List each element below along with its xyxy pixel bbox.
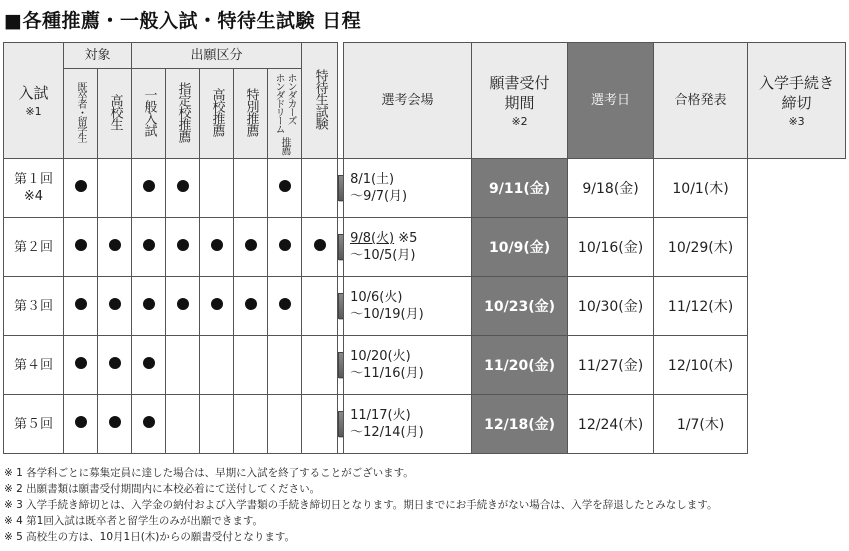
mark-cell-scholarship	[302, 218, 338, 277]
header-period: 願書受付期間 ※2	[472, 43, 568, 159]
table-row	[4, 336, 846, 395]
footnote-item: ※ 4 第1回入試は既卒者と留学生のみが出願できます。	[4, 515, 263, 527]
round-cell: 第４回	[4, 336, 64, 395]
circle-mark-icon	[143, 357, 155, 369]
period-cell: 9/8(火) ※5 ～10/5(月)	[344, 218, 472, 277]
header-deadline: 入学手続き締切 ※3	[748, 43, 846, 159]
circle-mark-icon	[75, 180, 87, 192]
header-venue: 選考会場	[344, 43, 472, 159]
circle-mark-icon	[279, 239, 291, 251]
venue-badge	[338, 293, 344, 319]
table-row	[4, 395, 846, 454]
circle-mark-icon	[314, 239, 326, 251]
mark-cell-hs-recommend	[200, 277, 234, 336]
deadline-cell: 10/1(木)	[654, 159, 748, 218]
mark-cell-general	[132, 395, 166, 454]
mark-cell-special	[234, 218, 268, 277]
header-target-graduate: 既卒者・留学生	[64, 69, 98, 159]
mark-cell-scholarship	[302, 277, 338, 336]
circle-mark-icon	[75, 416, 87, 428]
mark-cell-graduate	[64, 336, 98, 395]
circle-mark-icon	[177, 298, 189, 310]
mark-cell-scholarship	[302, 336, 338, 395]
circle-mark-icon	[211, 298, 223, 310]
mark-cell-highschool	[98, 336, 132, 395]
circle-mark-icon	[75, 239, 87, 251]
mark-cell-special	[234, 336, 268, 395]
deadline-cell: 12/10(木)	[654, 336, 748, 395]
mark-cell-designated	[166, 218, 200, 277]
mark-cell-honda	[268, 336, 302, 395]
mark-cell-general	[132, 336, 166, 395]
header-target-highschool: 高校生	[98, 69, 132, 159]
footnote-item: ※ 2 出願書類は願書受付期間内に本校必着にて送付してください。	[4, 483, 321, 495]
mark-cell-highschool	[98, 159, 132, 218]
mark-cell-graduate	[64, 218, 98, 277]
mark-cell-general	[132, 277, 166, 336]
header-scholarship: 特待生試験	[302, 43, 338, 159]
mark-cell-highschool	[98, 395, 132, 454]
mark-cell-hs-recommend	[200, 336, 234, 395]
mark-cell-special	[234, 395, 268, 454]
mark-cell-highschool	[98, 277, 132, 336]
result-cell: 9/18(金)	[568, 159, 654, 218]
period-cell: 10/20(火) ～11/16(月)	[344, 336, 472, 395]
circle-mark-icon	[143, 416, 155, 428]
mark-cell-honda	[268, 395, 302, 454]
mark-cell-hs-recommend	[200, 218, 234, 277]
round-cell: 第３回	[4, 277, 64, 336]
period-cell: 8/1(土) ～9/7(月)	[344, 159, 472, 218]
mark-cell-graduate	[64, 395, 98, 454]
schedule-table	[3, 42, 846, 454]
circle-mark-icon	[75, 298, 87, 310]
circle-mark-icon	[177, 180, 189, 192]
venue-badge	[338, 352, 344, 378]
table-row	[4, 277, 846, 336]
footnotes	[4, 465, 717, 545]
mark-cell-designated	[166, 159, 200, 218]
mark-cell-scholarship	[302, 395, 338, 454]
mark-cell-special	[234, 277, 268, 336]
header-result: 合格発表	[654, 43, 748, 159]
exam-day-cell: 10/9(金)	[472, 218, 568, 277]
round-cell: 第５回	[4, 395, 64, 454]
deadline-cell: 10/29(木)	[654, 218, 748, 277]
round-cell: 第１回 ※4	[4, 159, 64, 218]
exam-day-cell: 12/18(金)	[472, 395, 568, 454]
round-cell: 第２回	[4, 218, 64, 277]
mark-cell-scholarship	[302, 159, 338, 218]
mark-cell-graduate	[64, 159, 98, 218]
mark-cell-graduate	[64, 277, 98, 336]
header-exam: 入試 ※1	[4, 43, 64, 159]
footnote-item: ※ 5 高校生の方は、10月1日(木)からの願書受付となります。	[4, 531, 296, 543]
venue-badge	[338, 175, 344, 201]
page-title: ■各種推薦・一般入試・特待生試験 日程	[4, 10, 362, 32]
header-exam-day: 選考日	[568, 43, 654, 159]
mark-cell-honda	[268, 159, 302, 218]
table-row	[4, 159, 846, 218]
header-app-highschool: 高校推薦	[200, 69, 234, 159]
mark-cell-general	[132, 159, 166, 218]
venue-badge	[338, 234, 344, 260]
circle-mark-icon	[143, 180, 155, 192]
period-cell: 10/6(火) ～10/19(月)	[344, 277, 472, 336]
mark-cell-hs-recommend	[200, 159, 234, 218]
circle-mark-icon	[109, 298, 121, 310]
result-cell: 10/30(金)	[568, 277, 654, 336]
circle-mark-icon	[143, 239, 155, 251]
mark-cell-highschool	[98, 218, 132, 277]
circle-mark-icon	[109, 357, 121, 369]
circle-mark-icon	[177, 239, 189, 251]
mark-cell-designated	[166, 277, 200, 336]
footnote-item: ※ 1 各学科ごとに募集定員に達した場合は、早期に入試を終了することがございます。	[4, 467, 414, 479]
period-cell: 11/17(火) ～12/14(月)	[344, 395, 472, 454]
result-cell: 11/27(金)	[568, 336, 654, 395]
venue-badge	[338, 411, 344, 437]
header-app-general: 一般入試	[132, 69, 166, 159]
exam-day-cell: 10/23(金)	[472, 277, 568, 336]
header-app-designated: 指定校推薦	[166, 69, 200, 159]
deadline-cell: 11/12(木)	[654, 277, 748, 336]
exam-day-cell: 9/11(金)	[472, 159, 568, 218]
mark-cell-honda	[268, 218, 302, 277]
exam-day-cell: 11/20(金)	[472, 336, 568, 395]
circle-mark-icon	[279, 180, 291, 192]
circle-mark-icon	[211, 239, 223, 251]
circle-mark-icon	[245, 298, 257, 310]
circle-mark-icon	[75, 357, 87, 369]
mark-cell-designated	[166, 395, 200, 454]
circle-mark-icon	[279, 298, 291, 310]
result-cell: 10/16(金)	[568, 218, 654, 277]
mark-cell-special	[234, 159, 268, 218]
circle-mark-icon	[245, 239, 257, 251]
circle-mark-icon	[143, 298, 155, 310]
result-cell: 12/24(木)	[568, 395, 654, 454]
deadline-cell: 1/7(木)	[654, 395, 748, 454]
circle-mark-icon	[109, 239, 121, 251]
mark-cell-honda	[268, 277, 302, 336]
header-app-honda: ホンダカーズ ホンダドリーム 推薦	[268, 69, 302, 159]
footnote-item: ※ 3 入学手続き締切とは、入学金の納付および入学書類の手続き締切日となります。期日までにお手続きがない場合は、入学を辞退したとみなします。	[4, 499, 718, 511]
mark-cell-general	[132, 218, 166, 277]
header-application: 出願区分	[132, 43, 302, 69]
header-app-special: 特別推薦	[234, 69, 268, 159]
header-target: 対象	[64, 43, 132, 69]
mark-cell-designated	[166, 336, 200, 395]
circle-mark-icon	[109, 416, 121, 428]
table-row	[4, 218, 846, 277]
mark-cell-hs-recommend	[200, 395, 234, 454]
